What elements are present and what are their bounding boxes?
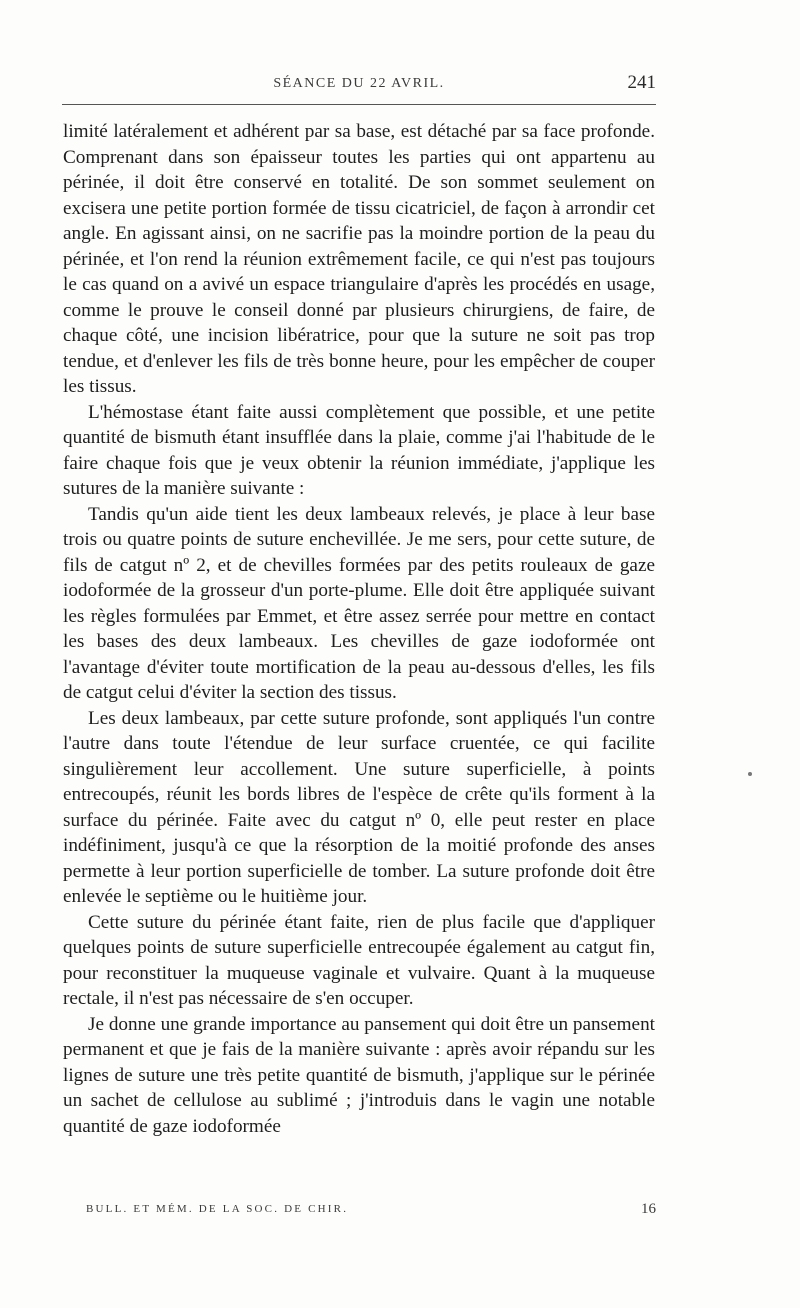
running-head (62, 72, 656, 98)
paragraph: Les deux lambeaux, par cette suture profonde, sont appliqués l'un contre l'autre dans toute l'étendue de leur surface cruentée, ce qui facilite singulièrement leur accollement. Une suture superficielle, à points entrecoupés, réunit les bords libres de l'espèce de crête qu'ils forment à la surface du périnée. Faite avec du catgut nº 0, elle peut rester en place indéfiniment, jusqu'à ce que la résorption de la moitié profonde des anses permette à leur portion superficielle de tomber. La suture profonde doit être enlevée le septième ou le huitième jour. (63, 707, 655, 907)
running-title: SÉANCE DU 22 AVRIL. (273, 76, 445, 91)
signature-number: 16 (641, 1201, 656, 1217)
paragraph-continued: limité latéralement et adhérent par sa base, est détaché par sa face profonde. Comprenant dans son épaisseur toutes les parties qui ont appartenu au périnée, il doit être conservé en totalité. De son sommet seulement on excisera une petite portion formée de tissu cicatriciel, de façon à arrondir cet angle. En agissant ainsi, on ne sacrifie pas la moindre portion de la peau du périnée, et l'on rend la réunion extrêmement facile, ce qui n'est pas toujours le cas quand on a avivé un espace triangulaire d'après les procédés en usage, comme le prouve le conseil donné par plusieurs chirurgiens, de faire, de chaque côté, une incision libératrice, pour que la suture ne soit pas trop tendue, et d'enlever les fils de très bonne heure, pour les empêcher de couper les tissus. (63, 121, 655, 397)
paragraph: L'hémostase étant faite aussi complètement que possible, et une petite quantité de bismuth étant insufflée dans la plaie, comme j'ai l'habitude de le faire chaque fois que je veux obtenir la réunion immédiate, j'applique les sutures de la manière suivante : (63, 401, 655, 499)
header-rule (62, 104, 656, 105)
signature-line: BULL. ET MÉM. DE LA SOC. DE CHIR. (86, 1203, 349, 1215)
paragraph: Tandis qu'un aide tient les deux lambeaux relevés, je place à leur base trois ou quatre points de suture enchevillée. Je me sers, pour cette suture, de fils de catgut nº 2, et de chevilles formées par des petits rouleaux de gaze iodoformée de la grosseur d'un porte-plume. Elle doit être appliquée suivant les règles formulées par Emmet, et être assez serrée pour mettre en contact les bases des deux lambeaux. Les chevilles de gaze iodoformée ont l'avantage d'éviter toute mortification de la peau au-dessous d'elles, les fils de catgut celui d'éviter la section des tissus. (63, 503, 655, 703)
ink-speck (748, 772, 752, 776)
paragraph: Je donne une grande importance au pansement qui doit être un pansement permanent et que je fais de la manière suivante : après avoir répandu sur les lignes de suture une très petite quantité de bismuth, j'applique sur le périnée un sachet de cellulose au sublimé ; j'introduis dans le vagin une notable quantité de gaze iodoformée (63, 1013, 655, 1137)
page-number: 241 (627, 72, 656, 93)
paragraph: Cette suture du périnée étant faite, rien de plus facile que d'appliquer quelques points de suture superficielle entrecoupée également au catgut fin, pour reconstituer la muqueuse vaginale et vulvaire. Quant à la muqueuse rectale, il n'est pas nécessaire de s'en occuper. (63, 911, 655, 1009)
body-text (63, 119, 655, 1139)
page-footer (86, 1201, 656, 1221)
